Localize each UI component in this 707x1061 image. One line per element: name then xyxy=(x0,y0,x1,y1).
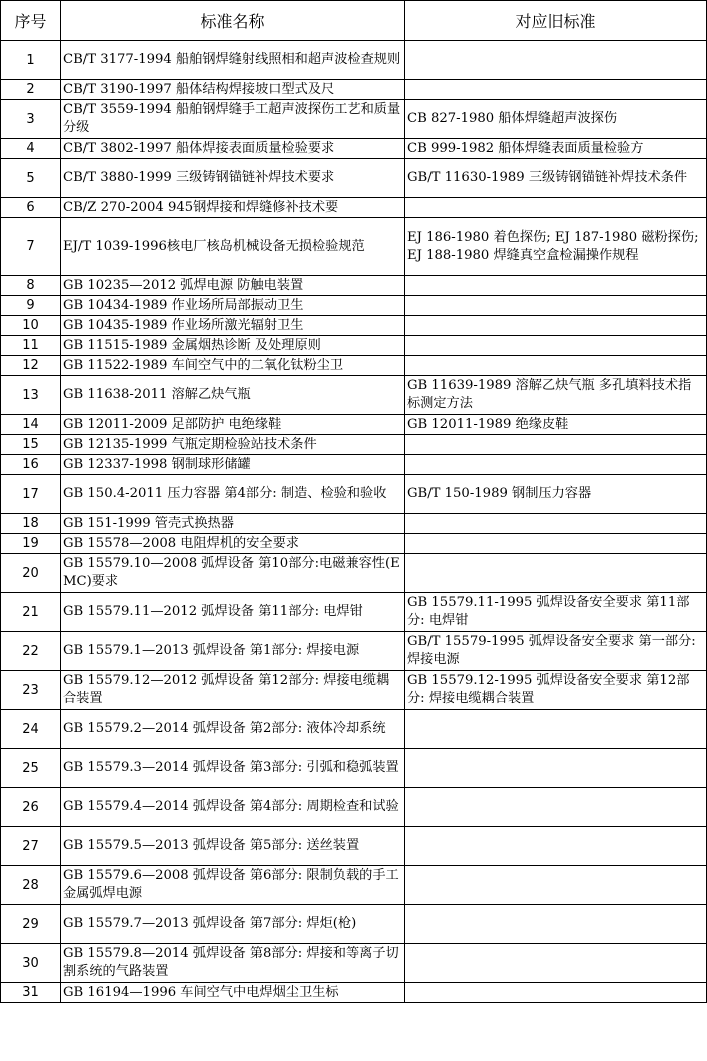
row-number: 29 xyxy=(1,905,61,944)
row-number: 16 xyxy=(1,455,61,475)
old-standard-cell xyxy=(405,534,707,554)
standard-name-cell: GB 12337-1998 钢制球形储罐 xyxy=(61,455,405,475)
old-standard-cell: GB 12011-1989 绝缘皮鞋 xyxy=(405,415,707,435)
standard-name-cell: GB 15579.7—2013 弧焊设备 第7部分: 焊炬(枪) xyxy=(61,905,405,944)
standard-name-cell: CB/T 3802-1997 船体焊接表面质量检验要求 xyxy=(61,139,405,159)
row-number: 13 xyxy=(1,376,61,415)
old-standard-cell xyxy=(405,514,707,534)
old-standard-cell: GB/T 150-1989 钢制压力容器 xyxy=(405,475,707,514)
old-standard-cell: GB 15579.11-1995 弧焊设备安全要求 第11部分: 电焊钳 xyxy=(405,593,707,632)
table-row xyxy=(1,198,707,218)
row-number: 25 xyxy=(1,749,61,788)
header-seq: 序号 xyxy=(1,1,61,41)
table-row xyxy=(1,788,707,827)
old-standard-cell xyxy=(405,788,707,827)
row-number: 3 xyxy=(1,100,61,139)
old-standard-cell xyxy=(405,455,707,475)
table-row xyxy=(1,218,707,276)
row-number: 26 xyxy=(1,788,61,827)
table-row xyxy=(1,632,707,671)
standard-name-cell: CB/T 3190-1997 船体结构焊接坡口型式及尺 xyxy=(61,80,405,100)
standard-name-cell: CB/T 3559-1994 船舶钢焊缝手工超声波探伤工艺和质量分级 xyxy=(61,100,405,139)
standard-name-cell: GB 10434-1989 作业场所局部振动卫生 xyxy=(61,296,405,316)
table-row xyxy=(1,866,707,905)
old-standard-cell: GB/T 15579-1995 弧焊设备安全要求 第一部分: 焊接电源 xyxy=(405,632,707,671)
row-number: 7 xyxy=(1,218,61,276)
table-row xyxy=(1,80,707,100)
table-row xyxy=(1,554,707,593)
standard-name-cell: GB 15579.12—2012 弧焊设备 第12部分: 焊接电缆耦合装置 xyxy=(61,671,405,710)
table-row xyxy=(1,475,707,514)
row-number: 14 xyxy=(1,415,61,435)
header-row xyxy=(1,1,707,41)
standard-name-cell: CB/Z 270-2004 945钢焊接和焊缝修补技术要 xyxy=(61,198,405,218)
row-number: 20 xyxy=(1,554,61,593)
old-standard-cell: CB 999-1982 船体焊缝表面质量检验方 xyxy=(405,139,707,159)
table-row xyxy=(1,944,707,983)
header-old-standard: 对应旧标准 xyxy=(405,1,707,41)
standard-name-cell: GB 12011-2009 足部防护 电绝缘鞋 xyxy=(61,415,405,435)
old-standard-cell xyxy=(405,198,707,218)
table-row xyxy=(1,336,707,356)
table-body xyxy=(1,41,707,1003)
row-number: 24 xyxy=(1,710,61,749)
old-standard-cell xyxy=(405,80,707,100)
standard-name-cell: GB 16194—1996 车间空气中电焊烟尘卫生标 xyxy=(61,983,405,1003)
table-row xyxy=(1,41,707,80)
standard-name-cell: GB 15579.4—2014 弧焊设备 第4部分: 周期检查和试验 xyxy=(61,788,405,827)
standard-name-cell: GB 15579.11—2012 弧焊设备 第11部分: 电焊钳 xyxy=(61,593,405,632)
standard-name-cell: GB 11515-1989 金属烟热诊断 及处理原则 xyxy=(61,336,405,356)
row-number: 19 xyxy=(1,534,61,554)
old-standard-cell xyxy=(405,749,707,788)
table-row xyxy=(1,827,707,866)
standard-name-cell: GB 15578—2008 电阻焊机的安全要求 xyxy=(61,534,405,554)
old-standard-cell xyxy=(405,296,707,316)
old-standard-cell xyxy=(405,866,707,905)
old-standard-cell xyxy=(405,827,707,866)
old-standard-cell xyxy=(405,435,707,455)
row-number: 8 xyxy=(1,276,61,296)
row-number: 31 xyxy=(1,983,61,1003)
table-row xyxy=(1,455,707,475)
old-standard-cell xyxy=(405,356,707,376)
standard-name-cell: GB 10435-1989 作业场所激光辐射卫生 xyxy=(61,316,405,336)
table-row xyxy=(1,983,707,1003)
table-row xyxy=(1,276,707,296)
old-standard-cell xyxy=(405,276,707,296)
table-row xyxy=(1,296,707,316)
old-standard-cell xyxy=(405,336,707,356)
old-standard-cell xyxy=(405,944,707,983)
standard-name-cell: GB 151-1999 管壳式换热器 xyxy=(61,514,405,534)
row-number: 9 xyxy=(1,296,61,316)
standard-name-cell: GB 15579.5—2013 弧焊设备 第5部分: 送丝装置 xyxy=(61,827,405,866)
row-number: 27 xyxy=(1,827,61,866)
row-number: 12 xyxy=(1,356,61,376)
row-number: 30 xyxy=(1,944,61,983)
old-standard-cell xyxy=(405,983,707,1003)
standard-name-cell: CB/T 3177-1994 船舶钢焊缝射线照相和超声波检查规则 xyxy=(61,41,405,80)
table-row xyxy=(1,905,707,944)
table-row xyxy=(1,435,707,455)
old-standard-cell xyxy=(405,905,707,944)
standard-name-cell: GB 11638-2011 溶解乙炔气瓶 xyxy=(61,376,405,415)
row-number: 22 xyxy=(1,632,61,671)
old-standard-cell: GB 15579.12-1995 弧焊设备安全要求 第12部分: 焊接电缆耦合装置 xyxy=(405,671,707,710)
row-number: 18 xyxy=(1,514,61,534)
table-row xyxy=(1,415,707,435)
standard-name-cell: GB 150.4-2011 压力容器 第4部分: 制造、检验和验收 xyxy=(61,475,405,514)
old-standard-cell xyxy=(405,41,707,80)
row-number: 28 xyxy=(1,866,61,905)
table-row xyxy=(1,316,707,336)
standard-name-cell: GB 15579.10—2008 弧焊设备 第10部分:电磁兼容性(EMC)要求 xyxy=(61,554,405,593)
table-row xyxy=(1,593,707,632)
table-row xyxy=(1,534,707,554)
standard-name-cell: CB/T 3880-1999 三级铸钢锚链补焊技术要求 xyxy=(61,159,405,198)
row-number: 23 xyxy=(1,671,61,710)
row-number: 6 xyxy=(1,198,61,218)
standard-name-cell: GB 15579.2—2014 弧焊设备 第2部分: 液体冷却系统 xyxy=(61,710,405,749)
table-row xyxy=(1,356,707,376)
table-row xyxy=(1,749,707,788)
row-number: 10 xyxy=(1,316,61,336)
standard-name-cell: GB 11522-1989 车间空气中的二氧化钛粉尘卫 xyxy=(61,356,405,376)
table-row xyxy=(1,514,707,534)
row-number: 2 xyxy=(1,80,61,100)
table-row xyxy=(1,671,707,710)
standard-name-cell: GB 15579.8—2014 弧焊设备 第8部分: 焊接和等离子切割系统的气路装置 xyxy=(61,944,405,983)
table-row xyxy=(1,710,707,749)
row-number: 11 xyxy=(1,336,61,356)
standard-name-cell: GB 15579.3—2014 弧焊设备 第3部分: 引弧和稳弧装置 xyxy=(61,749,405,788)
standard-name-cell: GB 15579.6—2008 弧焊设备 第6部分: 限制负载的手工金属弧焊电源 xyxy=(61,866,405,905)
row-number: 15 xyxy=(1,435,61,455)
table-row xyxy=(1,100,707,139)
old-standard-cell xyxy=(405,554,707,593)
old-standard-cell: GB 11639-1989 溶解乙炔气瓶 多孔填料技术指标测定方法 xyxy=(405,376,707,415)
row-number: 17 xyxy=(1,475,61,514)
old-standard-cell: GB/T 11630-1989 三级铸钢锚链补焊技术条件 xyxy=(405,159,707,198)
standard-name-cell: GB 12135-1999 气瓶定期检验站技术条件 xyxy=(61,435,405,455)
old-standard-cell xyxy=(405,710,707,749)
standard-name-cell: GB 10235—2012 弧焊电源 防触电装置 xyxy=(61,276,405,296)
row-number: 5 xyxy=(1,159,61,198)
table-row xyxy=(1,139,707,159)
row-number: 4 xyxy=(1,139,61,159)
standard-name-cell: GB 15579.1—2013 弧焊设备 第1部分: 焊接电源 xyxy=(61,632,405,671)
old-standard-cell: CB 827-1980 船体焊缝超声波探伤 xyxy=(405,100,707,139)
old-standard-cell: EJ 186-1980 着色探伤; EJ 187-1980 磁粉探伤; EJ 188-1980 焊缝真空盒检漏操作规程 xyxy=(405,218,707,276)
table-row xyxy=(1,159,707,198)
header-standard-name: 标准名称 xyxy=(61,1,405,41)
row-number: 21 xyxy=(1,593,61,632)
table-row xyxy=(1,376,707,415)
row-number: 1 xyxy=(1,41,61,80)
standard-name-cell: EJ/T 1039-1996核电厂核岛机械设备无损检验规范 xyxy=(61,218,405,276)
old-standard-cell xyxy=(405,316,707,336)
